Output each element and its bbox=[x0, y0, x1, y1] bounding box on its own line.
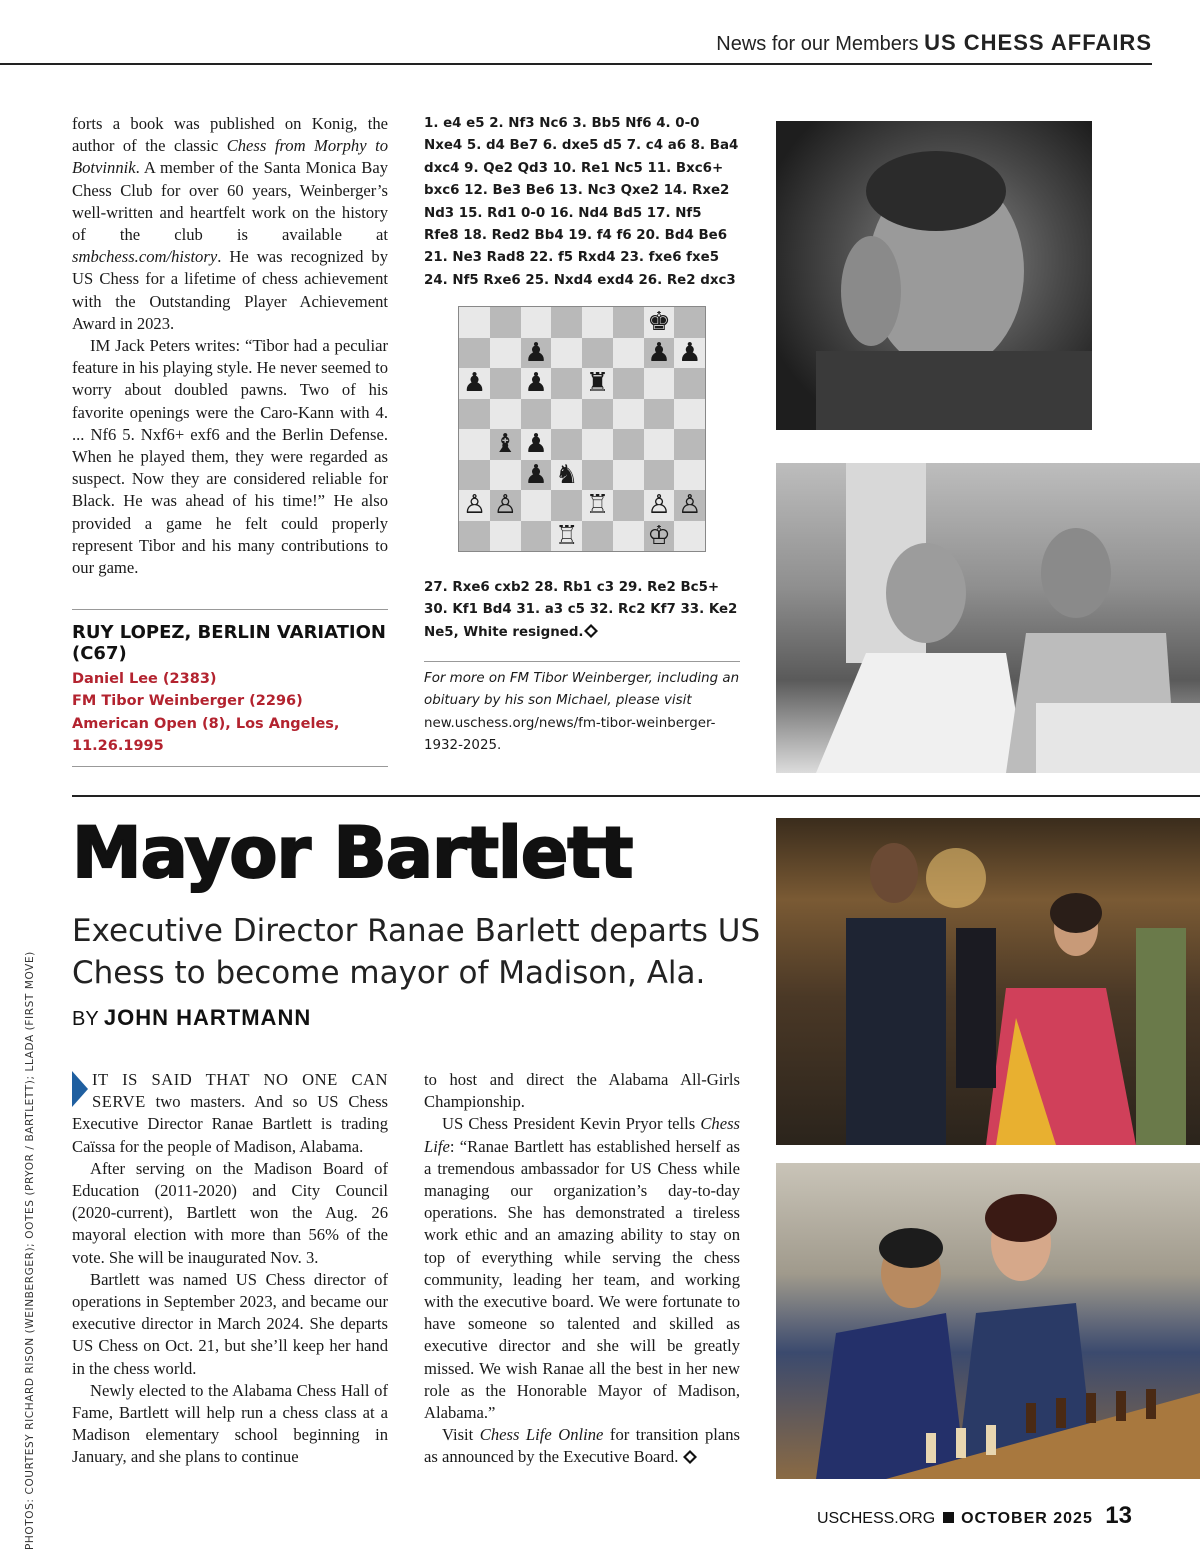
end-mark-icon bbox=[683, 1450, 697, 1464]
end-mark-icon bbox=[584, 624, 598, 638]
board-square bbox=[613, 490, 644, 521]
board-square bbox=[521, 307, 552, 338]
article-paragraph-4: Newly elected to the Alabama Chess Hall of Fame, Bartlett will help run a chess class at a Madison elementary school beginning in January, and she plans to continue bbox=[72, 1380, 388, 1467]
text-run: forts a book was published on Konig, the author of the classic bbox=[72, 114, 388, 156]
board-square bbox=[582, 521, 613, 552]
article-column-1 bbox=[72, 1069, 388, 1469]
board-square bbox=[551, 307, 582, 338]
club-history-link[interactable]: smbchess.com/history bbox=[72, 247, 218, 267]
photo-credit: PHOTOS: COURTESY RICHARD RISON (WEINBERGER); OOTES (PRYOR / BARTLETT); LLADA (FIRST MOVE) bbox=[24, 951, 36, 1550]
board-square bbox=[551, 368, 582, 399]
board-square bbox=[459, 429, 490, 460]
article-paragraph-4-continued: to host and direct the Alabama All-Girls Championship. bbox=[424, 1070, 740, 1112]
article-paragraph-2: After serving on the Madison Board of Education (2011-2020) and City Council (2020-current), Bartlett won the Aug. 26 mayoral election with more than 56% of the vote. She will be inaugurated Nov. 3. bbox=[72, 1158, 388, 1267]
chess-piece-h2: ♙ bbox=[678, 490, 702, 520]
board-square bbox=[613, 307, 644, 338]
board-square bbox=[459, 307, 490, 338]
board-square bbox=[551, 338, 582, 369]
text-run: . A member of the Santa Monica Bay Chess Club for over 60 years, Weinberger’s well-written and heartfelt work on the history of the club is available at bbox=[72, 158, 388, 245]
first-move-illustration bbox=[776, 1163, 1200, 1479]
more-info-note bbox=[424, 668, 740, 758]
bartlett-first-move-photo bbox=[776, 1163, 1200, 1479]
handshake-illustration bbox=[776, 818, 1200, 1145]
board-square bbox=[613, 521, 644, 552]
board-square bbox=[551, 399, 582, 430]
lead-paragraph bbox=[72, 1069, 388, 1158]
lead-text: two masters. And so US Chess Executive Director Ranae Bartlett is trading Caïssa for the people of Madison, Alabama. bbox=[72, 1092, 388, 1156]
article-divider bbox=[72, 795, 1200, 797]
header-prefix: News for our Members bbox=[716, 33, 919, 55]
obituary-link[interactable]: new.uschess.org/news/fm-tibor-weinberger-1932-2025. bbox=[424, 715, 716, 754]
byline bbox=[72, 1005, 311, 1031]
portrait-illustration bbox=[776, 121, 1092, 430]
article-column-2 bbox=[424, 1069, 740, 1469]
note-text: For more on FM Tibor Weinberger, including an obituary by his son Michael, please visit bbox=[424, 671, 740, 709]
header-rule bbox=[0, 63, 1152, 65]
text-run: : “Ranae Bartlett has established herself as a tremendous ambassador for US Chess while managing our organization’s day-to-day operations. She has demonstrated a tireless work ethic and an amazing ability to stay on top of everything while serving the chess community, leading her team, and working with the executive board. We were fortunate to have someone so talented and skilled as executive director and she will be greatly missed. We wish Ranae all the best in her new role as the Honorable Mayor of Madison, Alabama.” bbox=[424, 1136, 740, 1423]
note-rule bbox=[424, 661, 740, 662]
board-square bbox=[551, 490, 582, 521]
chess-piece-c4: ♟ bbox=[524, 429, 548, 459]
game-event: American Open (8), Los Angeles, 11.26.1995 bbox=[72, 715, 340, 755]
board-square bbox=[490, 338, 521, 369]
black-player: FM Tibor Weinberger (2296) bbox=[72, 693, 303, 710]
text-run: Visit bbox=[442, 1425, 480, 1445]
lead-caps: IT IS SAID THAT NO ONE CAN SERVE bbox=[92, 1070, 388, 1112]
chess-piece-h7: ♟ bbox=[678, 337, 702, 368]
footer-site[interactable]: USCHESS.ORG bbox=[816, 1510, 936, 1527]
game-moves-part-2 bbox=[424, 577, 740, 644]
article-title: Mayor Bartlett bbox=[72, 812, 633, 894]
chess-piece-c3: ♟ bbox=[524, 459, 548, 490]
board-square bbox=[521, 490, 552, 521]
board-square bbox=[490, 368, 521, 399]
weinberger-playing-photo bbox=[776, 463, 1200, 773]
game-title: RUY LOPEZ, BERLIN VARIATION (C67) bbox=[72, 622, 386, 664]
tournament-illustration bbox=[776, 463, 1200, 773]
pryor-bartlett-handshake-photo bbox=[776, 818, 1200, 1145]
chess-piece-e2: ♖ bbox=[585, 490, 610, 520]
publication-name: Chess Life bbox=[424, 1114, 740, 1156]
board-square bbox=[490, 307, 521, 338]
board-square bbox=[521, 399, 552, 430]
moves-text: 27. Rxe6 cxb2 28. Rb1 c3 29. Re2 Bc5+ 30. Kf1 Bd4 31. a3 c5 32. Rc2 Kf7 33. Ke2 Ne5, White resigned. bbox=[424, 580, 738, 640]
board-square bbox=[490, 399, 521, 430]
obituary-paragraph-2: IM Jack Peters writes: “Tibor had a peculiar feature in his playing style. He never seemed to worry about doubled pawns. Two of his favorite openings were the Caro-Kann with 4. ... Nf6 5. Nxf6+ exf6 and the Berlin Defense. When he played them, they were regarded as suspect. Now they are considered reliable for Black. He was ahead of his time!” He also provided a game he felt could properly represent Tibor and his many contributions to our game. bbox=[72, 336, 388, 578]
board-square bbox=[582, 307, 613, 338]
board-square bbox=[490, 460, 521, 491]
chess-piece-a6: ♟ bbox=[462, 368, 487, 398]
chess-piece-b2: ♙ bbox=[493, 490, 517, 520]
board-square bbox=[674, 307, 705, 338]
board-square bbox=[459, 399, 490, 430]
board-square bbox=[644, 399, 675, 430]
text-run: US Chess President Kevin Pryor tells bbox=[442, 1114, 701, 1134]
chess-piece-d3: ♞ bbox=[555, 459, 579, 490]
author-name: JOHN HARTMANN bbox=[103, 1005, 312, 1030]
board-square bbox=[459, 460, 490, 491]
chess-diagram bbox=[458, 306, 706, 552]
footer-issue: OCTOBER 2025 bbox=[961, 1510, 1093, 1527]
board-square bbox=[674, 368, 705, 399]
chess-piece-a2: ♙ bbox=[462, 490, 487, 520]
board-square bbox=[613, 338, 644, 369]
drop-cap-triangle-icon bbox=[72, 1071, 88, 1107]
chess-piece-g8: ♚ bbox=[647, 307, 671, 337]
weinberger-portrait-photo bbox=[776, 121, 1092, 430]
board-square bbox=[674, 521, 705, 552]
board-square bbox=[674, 460, 705, 491]
chess-piece-g2: ♙ bbox=[647, 490, 671, 520]
board-square bbox=[582, 338, 613, 369]
game-moves-part-1: 1. e4 e5 2. Nf3 Nc6 3. Bb5 Nf6 4. 0-0 Nxe4 5. d4 Be7 6. dxe5 d5 7. c4 a6 8. Ba4 dxc4 9. Qe2 Qd3 10. Re1 Nc5 11. Bxc6+ bxc6 12. Be3 Be6 13. Nc3 Qxe2 14. Rxe2 Nd3 15. Rd1 0-0 16. Nd4 Bd5 17. Nf5 Rfe8 18. Red2 Bb4 19. f4 f6 20. Bd4 Be6 21. Ne3 Rad8 22. f5 Rxd4 23. fxe6 fxe5 24. Nf5 Rxe6 25. Nxd4 exd4 26. Re2 dxc3 bbox=[424, 116, 739, 288]
page-footer bbox=[700, 1502, 1132, 1530]
board-square bbox=[521, 521, 552, 552]
chess-piece-d1: ♖ bbox=[555, 520, 579, 551]
running-header bbox=[0, 30, 1152, 56]
article-paragraph-5 bbox=[424, 1113, 740, 1424]
obituary-paragraph-1 bbox=[72, 113, 388, 335]
board-square bbox=[582, 429, 613, 460]
article-deck: Executive Director Ranae Barlett departs US Chess to become mayor of Madison, Ala. bbox=[72, 913, 761, 991]
chess-piece-b4: ♝ bbox=[493, 429, 517, 459]
obituary-text-column bbox=[72, 113, 388, 579]
text-run: for transition plans as announced by the Executive Board. bbox=[424, 1425, 740, 1467]
board-square bbox=[490, 521, 521, 552]
book-title: Chess from Morphy to Botvinnik bbox=[72, 136, 388, 178]
game-header-rule bbox=[72, 609, 388, 610]
game-info bbox=[72, 668, 388, 758]
byline-prefix: BY bbox=[72, 1008, 99, 1030]
header-section: US CHESS AFFAIRS bbox=[924, 30, 1152, 55]
board-square bbox=[644, 368, 675, 399]
text-run: . He was recognized by US Chess for a lifetime of chess achievement with the Outstanding Player Achievement Award in 2023. bbox=[72, 247, 388, 333]
board-square bbox=[644, 429, 675, 460]
board-square bbox=[613, 460, 644, 491]
board-square bbox=[582, 399, 613, 430]
chess-piece-g1: ♔ bbox=[647, 520, 671, 551]
board-square bbox=[582, 460, 613, 491]
game-footer-rule bbox=[72, 766, 388, 767]
white-player: Daniel Lee (2383) bbox=[72, 671, 217, 687]
board-square bbox=[613, 368, 644, 399]
board-square bbox=[551, 429, 582, 460]
chess-piece-e6: ♜ bbox=[585, 368, 610, 398]
chess-piece-g7: ♟ bbox=[647, 337, 671, 368]
article-paragraph-6 bbox=[424, 1424, 740, 1468]
board-square bbox=[644, 460, 675, 491]
chess-piece-c6: ♟ bbox=[524, 368, 548, 398]
board-square bbox=[674, 399, 705, 430]
publication-name: Chess Life Online bbox=[479, 1425, 604, 1445]
board-square bbox=[613, 429, 644, 460]
board-square bbox=[613, 399, 644, 430]
article-paragraph-3: Bartlett was named US Chess director of operations in September 2023, and became our executive director in March 2024. She departs US Chess on Oct. 21, but she’ll keep her hand in the chess world. bbox=[72, 1269, 388, 1378]
page-number: 13 bbox=[1105, 1502, 1132, 1529]
board-square bbox=[674, 429, 705, 460]
chess-piece-c7: ♟ bbox=[524, 337, 548, 368]
board-square bbox=[459, 338, 490, 369]
board-square bbox=[459, 521, 490, 552]
square-bullet-icon bbox=[943, 1512, 954, 1523]
